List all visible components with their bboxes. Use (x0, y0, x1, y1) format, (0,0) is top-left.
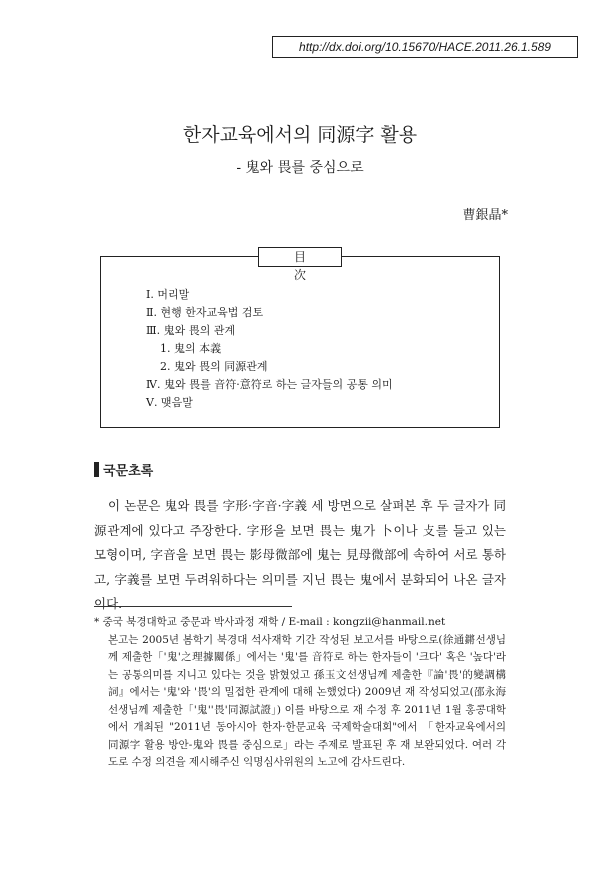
author-name: 曹銀晶* (462, 208, 508, 223)
abstract-heading (94, 460, 153, 479)
toc-label: 目 次 (258, 247, 342, 267)
toc-list (146, 286, 393, 412)
abstract-heading-label: 국문초록 (103, 463, 154, 478)
toc-item: Ⅱ. 현행 한자교육법 검토 (146, 306, 264, 319)
paper-title: 한자교육에서의 同源字 활용 (182, 124, 418, 146)
footnote (94, 614, 506, 772)
footnote-divider (94, 606, 292, 607)
toc-item: Ⅰ. 머리말 (146, 288, 190, 301)
toc-subitem: 2. 鬼와 畏의 同源관계 (160, 360, 268, 373)
abstract-text: 이 논문은 鬼와 畏를 字形·字音·字義 세 방면으로 살펴본 후 두 글자가 同源관계에 있다고 주장한다. 字形을 보면 畏는 鬼가 卜이나 攴를 들고 있는 모형이며, 字音을 보면 畏는 影母微部에 鬼는 見母微部에 속하여 서로 통하고, 字義를 보면 두려워하다는 의미를 지닌 畏는 鬼에서 분화되어 나온 글자이다. (94, 498, 506, 611)
toc-item: Ⅴ. 맺음말 (146, 396, 193, 409)
heading-bar-icon (94, 462, 99, 477)
paper-subtitle: - 鬼와 畏를 중심으로 (236, 160, 364, 176)
toc-item: Ⅲ. 鬼와 畏의 관계 (146, 324, 236, 337)
abstract-body (94, 494, 506, 617)
footnote-text: 본고는 2005년 봄학기 북경대 석사재학 기간 작성된 보고서를 바탕으로(徐通鏘선생님께 제출한「'鬼'之理據關係」에서는 '鬼'를 音符로 하는 한자들이 '크다' 혹은 '높다'라는 공통의미를 지니고 있다는 것을 밝혔었고 孫玉文선생님께 제출한『論'畏'的變調構詞』에서는 '鬼'와 '畏'의 밀접한 관계에 대해 논했었다) 2009년 재 작성되었고(邵永海선생님께 제출한「'鬼''畏'同源試證」) 이를 바탕으로 재 수정 후 2011년 1월 홍콩대학에서 개최된 "2011년 동아시아 한자·한문교육 국제학술대회"에서 「한자교육에서의 同源字 활용 방안-鬼와 畏를 중심으로」라는 주제로 발표된 후 재 보완되었다. 여러 각도로 수정 의견을 제시해주신 익명심사위원의 노고에 감사드린다. (108, 633, 506, 768)
toc-subitem: 1. 鬼의 本義 (160, 342, 222, 355)
doi-link[interactable]: http://dx.doi.org/10.15670/HACE.2011.26.1.589 (272, 36, 578, 58)
author-affiliation: * 중국 북경대학교 중문과 박사과정 재학 / E-mail : kongzii@hanmail.net (94, 616, 446, 628)
toc-item: Ⅳ. 鬼와 畏를 音符·意符로 하는 글자들의 공통 의미 (146, 378, 393, 391)
